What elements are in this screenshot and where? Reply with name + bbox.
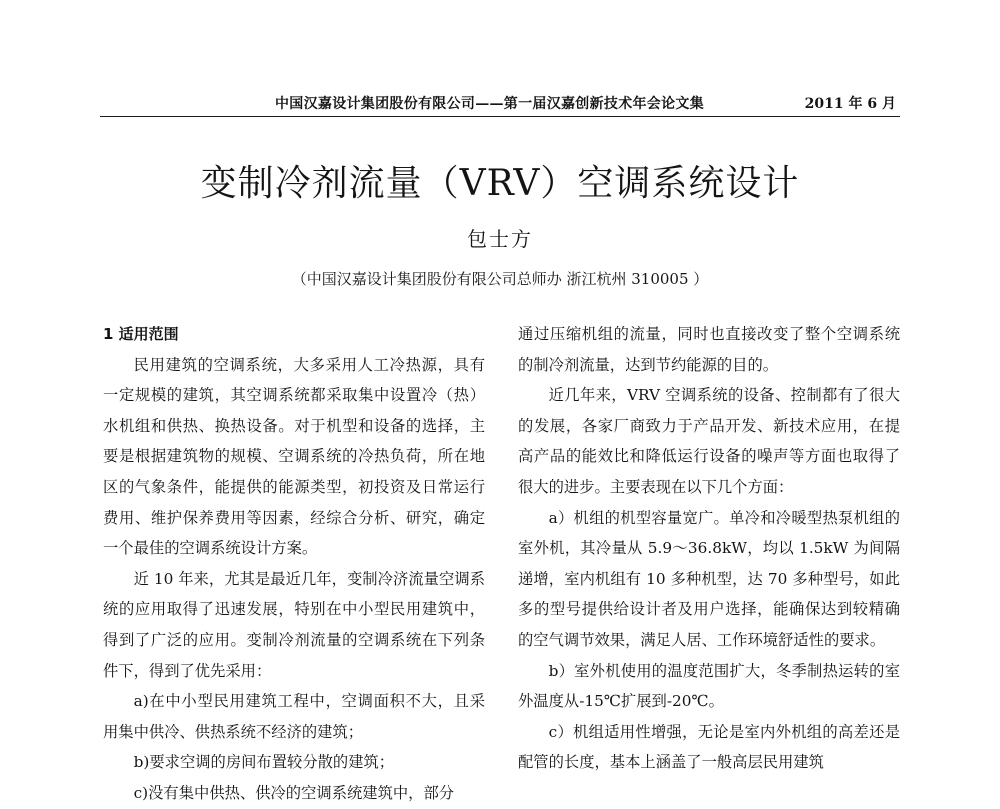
body-paragraph: 近几年来，VRV 空调系统的设备、控制都有了很大的发展，各家厂商致力于产品开发、新技术应用，在提高产品的能效比和降低运行设备的噪声等方面也取得了很大的进步。主要表现在以下几个方面： (518, 386, 900, 496)
publication-date: 2011 年 6 月 (804, 96, 896, 112)
body-paragraph-continued: 通过压缩机组的流量，同时也直接改变了整个空调系统的制冷剂流量，达到节约能源的目的。 (518, 325, 900, 374)
running-header (100, 88, 900, 117)
body-paragraph: 近 10 年来，尤其是最近几年，变制冷济流量空调系统的应用取得了迅速发展，特别在中小型民用建筑中，得到了广泛的应用。变制冷剂流量的空调系统在下列条件下，得到了优先采用： (103, 569, 485, 680)
list-item: b）室外机使用的温度范围扩大，冬季制热运转的室外温度从-15℃扩展到-20℃。 (518, 661, 900, 711)
list-item: b)要求空调的房间布置较分散的建筑； (133, 753, 395, 772)
body-paragraph: 民用建筑的空调系统，大多采用人工冷热源，具有一定规模的建筑，其空调系统都采取集中设置冷（热）水机组和供热、换热设备。对于机型和设备的选择，主要是根据建筑物的规模、空调系统的冷热负荷，所在地区的气象条件，能提供的能源类型，初投资及日常运行费用、维护保养费用等因素，经综合分析、研究，确定一个最佳的空调系统设计方案。 (103, 355, 485, 558)
list-item: a）机组的机型容量宽广。单冷和冷暖型热泵机组的室外机，其冷量从 5.9～36.8kW，均以 1.5kW 为间隔递增，室内机组有 10 多种机型，达 70 多种型号，如此多的型号提供给设计者及用户选择，能确保达到较精确的空气调节效果，满足人居、工作环境舒适性的要求。 (518, 508, 900, 649)
left-column (103, 319, 485, 809)
section-heading: 1 适用范围 (103, 325, 179, 343)
author-affiliation: （中国汉嘉设计集团股份有限公司总师办 浙江杭州 310005 ） (291, 270, 709, 288)
list-item: c)没有集中供热、供冷的空调系统建筑中，部分 (133, 783, 455, 802)
journal-name: 中国汉嘉设计集团股份有限公司——第一届汉嘉创新技术年会论文集 (275, 96, 704, 112)
list-item: a)在中小型民用建筑工程中，空调面积不大，且采用集中供冷、供热系统不经济的建筑； (103, 692, 485, 741)
list-item: c）机组适用性增强，无论是室内外机组的高差还是配管的长度，基本上涵盖了一般高层民用建筑 (518, 722, 900, 772)
paper-title: 变制冷剂流量（VRV）空调系统设计 (200, 163, 800, 204)
author-name: 包士方 (467, 227, 533, 251)
right-column (518, 319, 900, 778)
